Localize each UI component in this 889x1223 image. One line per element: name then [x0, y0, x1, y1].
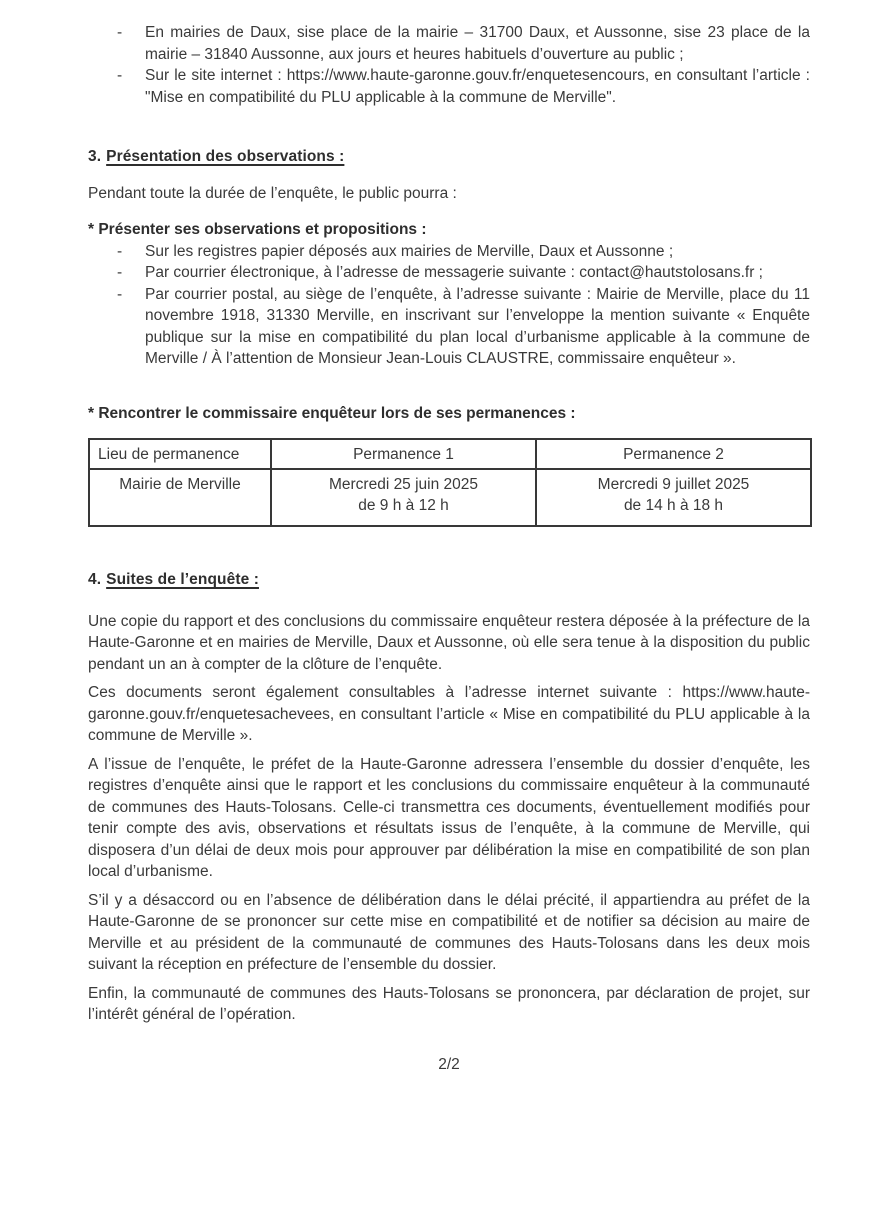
permanence-1-hours: de 9 h à 12 h — [358, 497, 449, 514]
list-item-text: Sur les registres papier déposés aux mairies de Merville, Daux et Aussonne ; — [145, 242, 674, 260]
section-3-intro: Pendant toute la durée de l’enquête, le public pourra : — [88, 184, 457, 202]
cell-lieu: Mairie de Merville — [89, 469, 271, 526]
table-header-row — [89, 439, 811, 469]
list-item — [88, 241, 810, 263]
paragraph-rapport-copie: Une copie du rapport et des conclusions du commissaire enquêteur restera déposée à la préfecture de la Haute-Garonne et en mairies de Merville, Daux et Aussonne, où elle sera tenue à la disposition du public pendant un an à compter de la clôture de l’enquête. — [88, 612, 810, 673]
cell-permanence-2 — [536, 469, 811, 526]
dash-bullet: - — [117, 67, 123, 84]
consultation-locations-list — [88, 22, 810, 108]
sub-heading-observations: * Présenter ses observations et propositions : — [88, 221, 427, 238]
paragraph-documents-internet: Ces documents seront également consultables à l’adresse internet suivante : https://www.haute-garonne.gouv.fr/enquetesachevees, en consultant l’article « Mise en compatibilité du PLU applicable à la commune de Merville ». — [88, 684, 810, 744]
list-item — [88, 262, 810, 284]
section-3-title: Présentation des observations : — [106, 148, 345, 165]
paragraph-desaccord: S’il y a désaccord ou en l’absence de délibération dans le délai précité, il appartiendra au préfet de la Haute-Garonne de se prononcer sur cette mise en compatibilité et de notifier sa décision au maire de Merville et au président de la communauté de communes des Hauts-Tolosans dans les deux mois suivant la réception en préfecture de l’ensemble du dossier. — [88, 891, 810, 973]
dash-bullet: - — [117, 264, 123, 281]
paragraph-issue-enquete: A l’issue de l’enquête, le préfet de la Haute-Garonne adressera l’ensemble du dossier d’enquête, les registres d’enquête ainsi que le rapport et les conclusions du commissaire enquêteur à la communauté de communes des Hauts-Tolosans. Celle-ci transmettra ces documents, éventuellement modifiés pour tenir compte des avis, observations et résultats issus de l’enquête, à la commune de Merville, qui disposera d’un délai de deux mois pour approuver par délibération la mise en compatibilité de son plan local d’urbanisme. — [88, 755, 810, 880]
dash-bullet: - — [117, 285, 123, 303]
sub-heading-permanences: * Rencontrer le commissaire enquêteur lors de ses permanences : — [88, 404, 576, 422]
table-header-permanence-2: Permanence 2 — [536, 439, 811, 469]
list-item — [88, 65, 810, 108]
cell-permanence-1 — [271, 469, 536, 526]
section-4-number: 4. — [88, 571, 102, 588]
page-number: 2/2 — [438, 1055, 460, 1073]
dash-bullet: - — [117, 24, 123, 41]
list-item-text: Par courrier électronique, à l’adresse de messagerie suivante : contact@hautstolosans.fr ; — [145, 264, 763, 281]
list-item-text: Par courrier postal, au siège de l’enquête, à l’adresse suivante : Mairie de Merville, place du 11 novembre 1918, 31330 Merville, en inscrivant sur l’enveloppe la mention suivante « Enquête publique sur la mise en compatibilité du plan local d’urbanisme applicable à la commune de Merville / À l’attention de Monsieur Jean-Louis CLAUSTRE, commissaire enquêteur ». — [145, 285, 810, 367]
section-4-title: Suites de l’enquête : — [106, 571, 259, 588]
table-row — [89, 469, 811, 526]
permanence-1-date: Mercredi 25 juin 2025 — [328, 476, 479, 493]
list-item — [88, 22, 810, 65]
list-item-text: Sur le site internet : https://www.haute-garonne.gouv.fr/enquetesencours, en consultant l’article : "Mise en compatibilité du PLU applicable à la commune de Merville". — [145, 67, 810, 106]
section-3-heading — [88, 146, 810, 168]
paragraph-declaration-projet: Enfin, la communauté de communes des Hauts-Tolosans se prononcera, par déclaration de projet, sur l’intérêt général de l’opération. — [88, 984, 810, 1023]
permanence-2-hours: de 14 h à 18 h — [623, 497, 724, 514]
permanences-table — [88, 438, 812, 527]
section-3-number: 3. — [88, 148, 102, 165]
section-4-heading — [88, 569, 810, 591]
observation-methods-list — [88, 241, 810, 370]
table-header-permanence-1: Permanence 1 — [271, 439, 536, 469]
list-item-text: En mairies de Daux, sise place de la mairie – 31700 Daux, et Aussonne, sise 23 place de la mairie – 31840 Aussonne, aux jours et heures habituels d’ouverture au public ; — [145, 24, 810, 63]
permanence-2-date: Mercredi 9 juillet 2025 — [597, 476, 750, 493]
list-item — [88, 284, 810, 370]
table-header-lieu: Lieu de permanence — [89, 439, 271, 469]
dash-bullet: - — [117, 242, 123, 260]
